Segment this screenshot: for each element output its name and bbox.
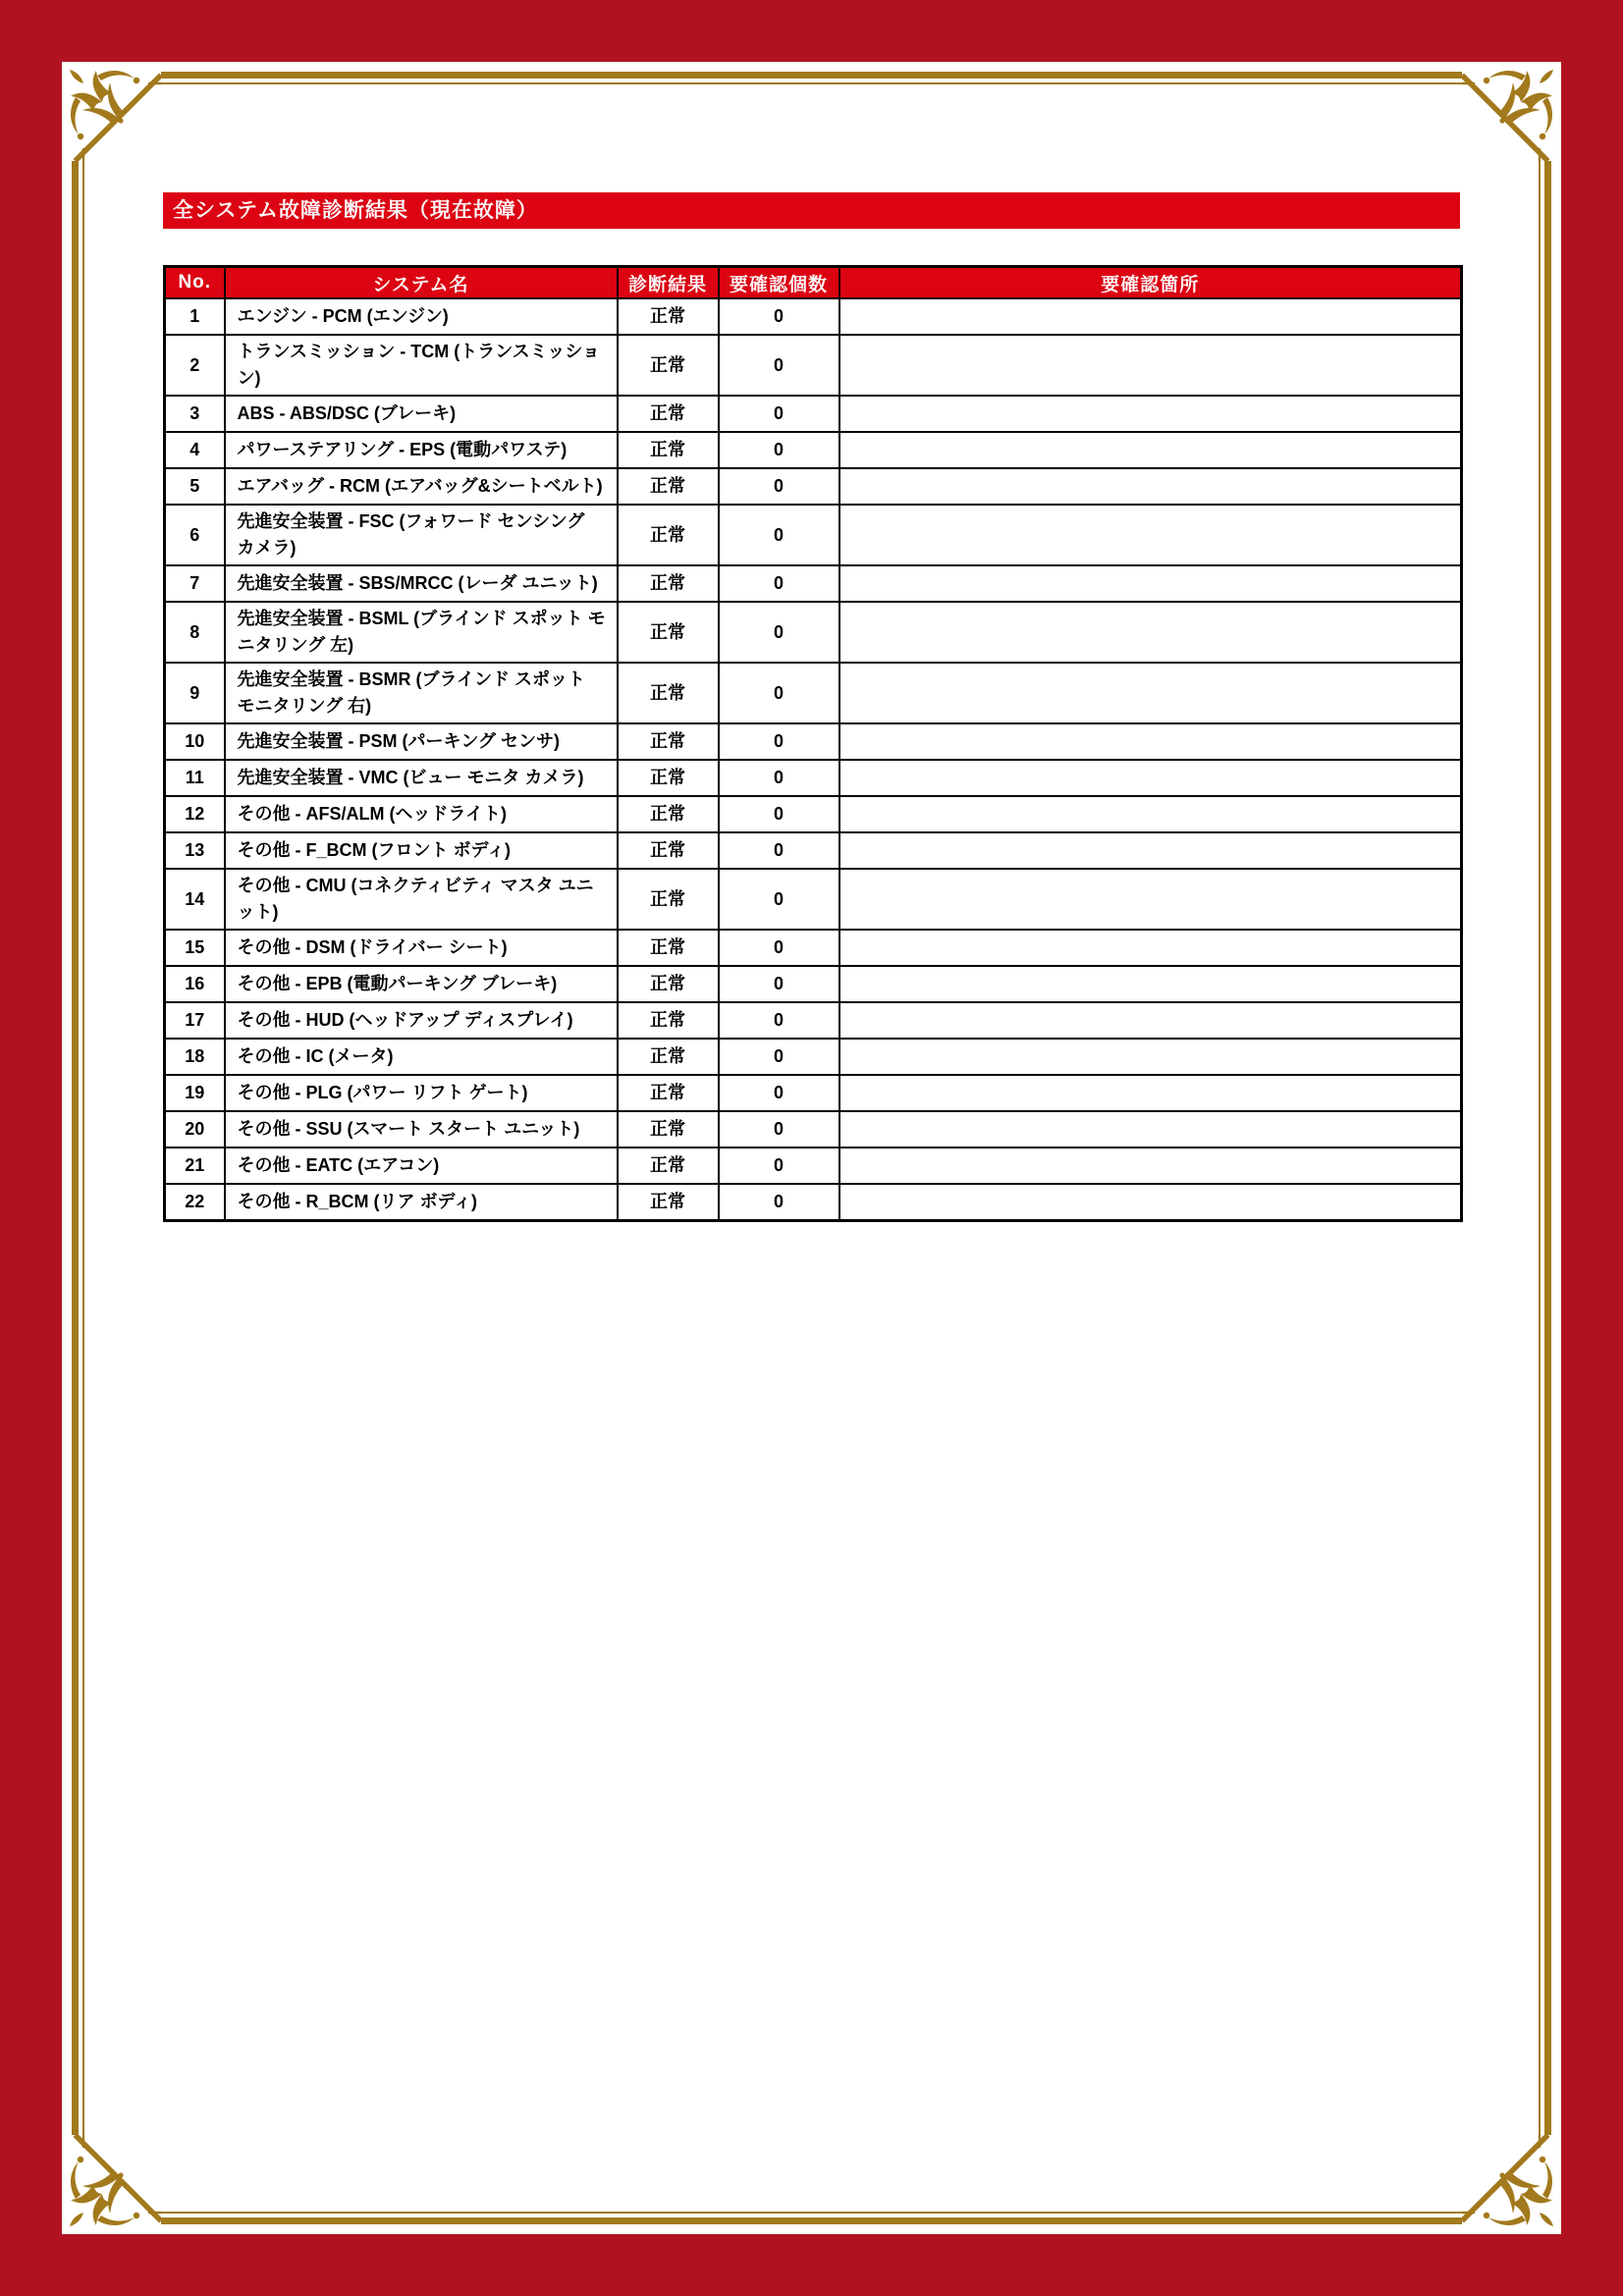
row-number-cell: 14 bbox=[165, 869, 225, 930]
row-number-cell: 3 bbox=[165, 396, 225, 432]
system-name-cell: その他 - IC (メータ) bbox=[225, 1039, 618, 1075]
diagnosis-result-cell: 正常 bbox=[618, 663, 719, 723]
check-location-cell bbox=[839, 505, 1462, 565]
system-name-cell: その他 - CMU (コネクティビティ マスタ ユニット) bbox=[225, 869, 618, 930]
check-location-cell bbox=[839, 298, 1462, 335]
diagnosis-result-cell: 正常 bbox=[618, 1184, 719, 1221]
check-count-cell: 0 bbox=[719, 468, 839, 505]
table-row bbox=[165, 602, 1462, 663]
system-name-cell: その他 - DSM (ドライバー シート) bbox=[225, 930, 618, 966]
diagnosis-result-cell: 正常 bbox=[618, 565, 719, 602]
row-number-cell: 17 bbox=[165, 1002, 225, 1039]
row-number-cell: 19 bbox=[165, 1075, 225, 1111]
header-check-count: 要確認個数 bbox=[719, 267, 839, 299]
table-row bbox=[165, 335, 1462, 396]
check-count-cell: 0 bbox=[719, 796, 839, 832]
table-row bbox=[165, 565, 1462, 602]
check-count-cell: 0 bbox=[719, 966, 839, 1002]
row-number-cell: 1 bbox=[165, 298, 225, 335]
check-count-cell: 0 bbox=[719, 298, 839, 335]
diagnosis-result-cell: 正常 bbox=[618, 723, 719, 760]
table-row bbox=[165, 1002, 1462, 1039]
header-check-location: 要確認箇所 bbox=[839, 267, 1462, 299]
row-number-cell: 6 bbox=[165, 505, 225, 565]
table-row bbox=[165, 396, 1462, 432]
diagnosis-result-cell: 正常 bbox=[618, 796, 719, 832]
diagnosis-result-cell: 正常 bbox=[618, 760, 719, 796]
row-number-cell: 15 bbox=[165, 930, 225, 966]
check-location-cell bbox=[839, 335, 1462, 396]
check-location-cell bbox=[839, 1111, 1462, 1148]
table-row bbox=[165, 796, 1462, 832]
header-no: No. bbox=[165, 267, 225, 299]
diagnosis-result-cell: 正常 bbox=[618, 1002, 719, 1039]
row-number-cell: 22 bbox=[165, 1184, 225, 1221]
check-location-cell bbox=[839, 869, 1462, 930]
system-name-cell: エンジン - PCM (エンジン) bbox=[225, 298, 618, 335]
report-title: 全システム故障診断結果（現在故障） bbox=[163, 192, 1460, 229]
system-name-cell: 先進安全装置 - VMC (ビュー モニタ カメラ) bbox=[225, 760, 618, 796]
row-number-cell: 5 bbox=[165, 468, 225, 505]
system-name-cell: その他 - AFS/ALM (ヘッドライト) bbox=[225, 796, 618, 832]
check-count-cell: 0 bbox=[719, 1184, 839, 1221]
check-count-cell: 0 bbox=[719, 602, 839, 663]
system-name-cell: 先進安全装置 - BSML (ブラインド スポット モニタリング 左) bbox=[225, 602, 618, 663]
table-row bbox=[165, 869, 1462, 930]
row-number-cell: 8 bbox=[165, 602, 225, 663]
table-row bbox=[165, 1148, 1462, 1184]
check-location-cell bbox=[839, 1039, 1462, 1075]
table-header-row bbox=[165, 267, 1462, 299]
check-location-cell bbox=[839, 602, 1462, 663]
table-row bbox=[165, 1039, 1462, 1075]
diagnosis-result-cell: 正常 bbox=[618, 396, 719, 432]
diagnosis-result-table bbox=[163, 265, 1463, 1222]
row-number-cell: 7 bbox=[165, 565, 225, 602]
check-location-cell bbox=[839, 565, 1462, 602]
system-name-cell: トランスミッション - TCM (トランスミッション) bbox=[225, 335, 618, 396]
check-location-cell bbox=[839, 723, 1462, 760]
check-location-cell bbox=[839, 1148, 1462, 1184]
check-count-cell: 0 bbox=[719, 869, 839, 930]
check-location-cell bbox=[839, 760, 1462, 796]
diagnosis-result-cell: 正常 bbox=[618, 1111, 719, 1148]
check-count-cell: 0 bbox=[719, 930, 839, 966]
diagnosis-result-cell: 正常 bbox=[618, 869, 719, 930]
check-location-cell bbox=[839, 1184, 1462, 1221]
system-name-cell: その他 - F_BCM (フロント ボディ) bbox=[225, 832, 618, 869]
diagnosis-result-cell: 正常 bbox=[618, 505, 719, 565]
check-count-cell: 0 bbox=[719, 832, 839, 869]
check-location-cell bbox=[839, 832, 1462, 869]
system-name-cell: エアバッグ - RCM (エアバッグ&シートベルト) bbox=[225, 468, 618, 505]
table-row bbox=[165, 505, 1462, 565]
system-name-cell: その他 - SSU (スマート スタート ユニット) bbox=[225, 1111, 618, 1148]
table-row bbox=[165, 832, 1462, 869]
check-location-cell bbox=[839, 930, 1462, 966]
system-name-cell: 先進安全装置 - FSC (フォワード センシング カメラ) bbox=[225, 505, 618, 565]
diagnosis-result-cell: 正常 bbox=[618, 298, 719, 335]
system-name-cell: その他 - PLG (パワー リフト ゲート) bbox=[225, 1075, 618, 1111]
check-count-cell: 0 bbox=[719, 1075, 839, 1111]
check-count-cell: 0 bbox=[719, 432, 839, 468]
check-location-cell bbox=[839, 1075, 1462, 1111]
check-count-cell: 0 bbox=[719, 760, 839, 796]
diagnosis-result-cell: 正常 bbox=[618, 832, 719, 869]
row-number-cell: 9 bbox=[165, 663, 225, 723]
table-row bbox=[165, 1111, 1462, 1148]
system-name-cell: ABS - ABS/DSC (ブレーキ) bbox=[225, 396, 618, 432]
system-name-cell: その他 - EATC (エアコン) bbox=[225, 1148, 618, 1184]
check-count-cell: 0 bbox=[719, 505, 839, 565]
check-location-cell bbox=[839, 1002, 1462, 1039]
diagnosis-result-cell: 正常 bbox=[618, 335, 719, 396]
row-number-cell: 20 bbox=[165, 1111, 225, 1148]
table-row bbox=[165, 760, 1462, 796]
system-name-cell: 先進安全装置 - SBS/MRCC (レーダ ユニット) bbox=[225, 565, 618, 602]
check-location-cell bbox=[839, 396, 1462, 432]
table-row bbox=[165, 432, 1462, 468]
table-row bbox=[165, 663, 1462, 723]
table-row bbox=[165, 723, 1462, 760]
check-location-cell bbox=[839, 432, 1462, 468]
system-name-cell: 先進安全装置 - BSMR (ブラインド スポット モニタリング 右) bbox=[225, 663, 618, 723]
table-row bbox=[165, 930, 1462, 966]
check-count-cell: 0 bbox=[719, 1111, 839, 1148]
row-number-cell: 16 bbox=[165, 966, 225, 1002]
table-row bbox=[165, 298, 1462, 335]
check-location-cell bbox=[839, 468, 1462, 505]
diagnosis-result-cell: 正常 bbox=[618, 1039, 719, 1075]
diagnosis-result-cell: 正常 bbox=[618, 966, 719, 1002]
check-count-cell: 0 bbox=[719, 565, 839, 602]
check-count-cell: 0 bbox=[719, 396, 839, 432]
check-count-cell: 0 bbox=[719, 723, 839, 760]
table-row bbox=[165, 1075, 1462, 1111]
system-name-cell: その他 - HUD (ヘッドアップ ディスプレイ) bbox=[225, 1002, 618, 1039]
check-count-cell: 0 bbox=[719, 335, 839, 396]
row-number-cell: 10 bbox=[165, 723, 225, 760]
system-name-cell: 先進安全装置 - PSM (パーキング センサ) bbox=[225, 723, 618, 760]
row-number-cell: 21 bbox=[165, 1148, 225, 1184]
check-count-cell: 0 bbox=[719, 1039, 839, 1075]
row-number-cell: 2 bbox=[165, 335, 225, 396]
row-number-cell: 18 bbox=[165, 1039, 225, 1075]
header-system-name: システム名 bbox=[225, 267, 618, 299]
check-count-cell: 0 bbox=[719, 1148, 839, 1184]
diagnosis-result-cell: 正常 bbox=[618, 1075, 719, 1111]
table-row bbox=[165, 468, 1462, 505]
row-number-cell: 12 bbox=[165, 796, 225, 832]
diagnosis-result-cell: 正常 bbox=[618, 1148, 719, 1184]
diagnosis-result-cell: 正常 bbox=[618, 468, 719, 505]
system-name-cell: パワーステアリング - EPS (電動パワステ) bbox=[225, 432, 618, 468]
check-location-cell bbox=[839, 663, 1462, 723]
diagnosis-result-cell: 正常 bbox=[618, 602, 719, 663]
table-row bbox=[165, 966, 1462, 1002]
system-name-cell: その他 - EPB (電動パーキング ブレーキ) bbox=[225, 966, 618, 1002]
header-diagnosis-result: 診断結果 bbox=[618, 267, 719, 299]
row-number-cell: 13 bbox=[165, 832, 225, 869]
check-count-cell: 0 bbox=[719, 663, 839, 723]
diagnosis-result-cell: 正常 bbox=[618, 930, 719, 966]
row-number-cell: 4 bbox=[165, 432, 225, 468]
check-count-cell: 0 bbox=[719, 1002, 839, 1039]
diagnosis-result-cell: 正常 bbox=[618, 432, 719, 468]
check-location-cell bbox=[839, 796, 1462, 832]
row-number-cell: 11 bbox=[165, 760, 225, 796]
system-name-cell: その他 - R_BCM (リア ボディ) bbox=[225, 1184, 618, 1221]
table-row bbox=[165, 1184, 1462, 1221]
check-location-cell bbox=[839, 966, 1462, 1002]
